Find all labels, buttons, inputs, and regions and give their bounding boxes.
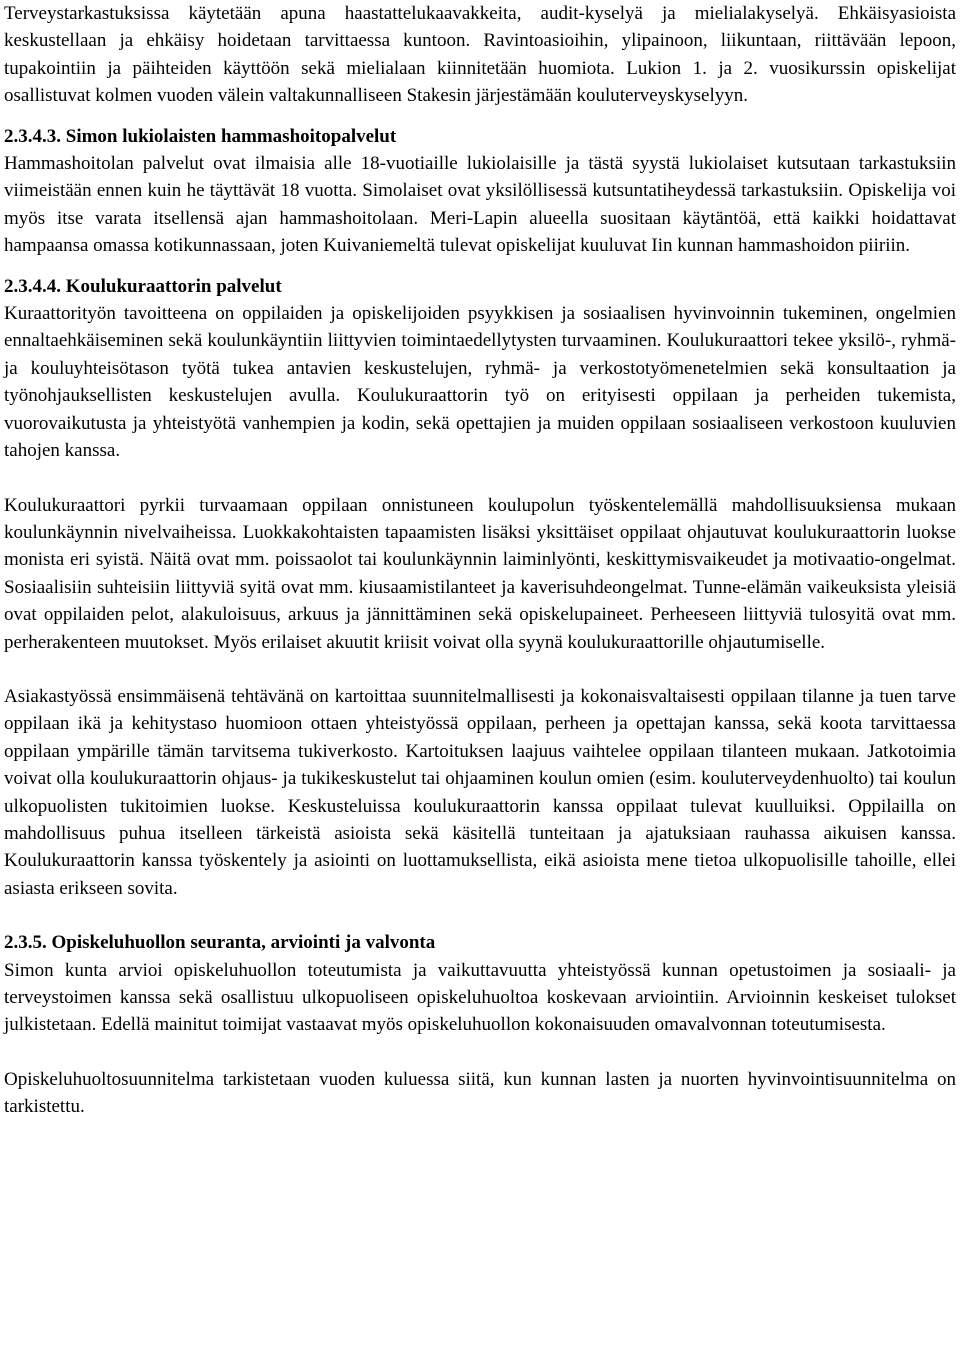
section-heading-monitoring: 2.3.5. Opiskeluhuollon seuranta, arviointi ja valvonta [4,932,436,954]
paragraph-client-work: Asiakastyössä ensimmäisenä tehtävänä on kartoittaa suunnitelmallisesti ja kokonaisvaltaisesti oppilaan tilanne ja tuen tarve oppilaan ikä ja kehitystaso huomioon ottaen yhteistyössä oppilaan, perheen ja opettajan kanssa, sekä koota tarvittaessa oppilaan ympärille tämän tarvitsema tukiverkosto. Kartoituksen laajuus vaihtelee oppilaan tilanteen mukaan. Jatkotoimia voivat olla koulukuraattorin ohjaus- ja tukikeskustelut tai ohjaaminen koulun omien (esim. kouluterveydenhuolto) tai koulun ulkopuolisten tukitoimien luokse. Keskusteluissa koulukuraattorin kanssa oppilaat tulevat kuulluiksi. Oppilailla on mahdollisuus puhua itselleen tärkeistä asioista sekä käsitellä tunteitaan ja ajatuksiaan rauhassa aikuisen kanssa. Koulukuraattorin kanssa työskentely ja asiointi on luottamuksellista, eikä asioista mene tietoa ulkopuolisille tahoille, ellei asiasta erikseen sovita. [4,685,956,899]
spacer [4,656,956,683]
spacer [4,902,956,929]
spacer [4,110,956,123]
spacer [4,260,956,273]
paragraph-plan-review: Opiskeluhuoltosuunnitelma tarkistetaan vuoden kuluessa siitä, kun kunnan lasten ja nuorten hyvinvointisuunnitelma on tarkistettu. [4,1068,956,1118]
paragraph-monitoring: Simon kunta arvioi opiskeluhuollon toteutumista ja vaikuttavuutta yhteistyössä kunnan opetustoimen ja sosiaali- ja terveystoimen kanssa sekä osallistuu ulkopuoliseen opiskeluhuoltoa koskevaan arviointiin. Arvioinnin keskeiset tulokset julkistetaan. Edellä mainitut toimijat vastaavat myös opiskeluhuollon kokonaisuuden omavalvonnan toteutumisesta. [4,959,956,1036]
paragraph-dental-services: Hammashoitolan palvelut ovat ilmaisia alle 18-vuotiaille lukiolaisille ja tästä syystä lukiolaiset kutsutaan tarkastuksiin viimeistään ennen kuin he täyttävät 18 vuotta. Simolaiset ovat yksilöllisessä kutsuntatiheydessä tarkastuksiin. Opiskelija voi myös itse varata itsellensä ajan hammashoitolaan. Meri-Lapin alueella suositaan käytäntöä, että kaikki hoidattavat hampaansa omassa kotikunnassaan, joten Kuivaniemeltä tulevat opiskelijat kuuluvat Iin kunnan hammashoidon piiriin. [4,153,956,257]
paragraph-curator-goals: Kuraattorityön tavoitteena on oppilaiden ja opiskelijoiden psyykkisen ja sosiaalisen hyvinvoinnin tukeminen, ongelmien ennaltaehkäiseminen sekä koulunkäyntiin liittyvien toimintaedellytysten turvaaminen. Koulukuraattori tekee yksilö-, ryhmä- ja kouluyhteisötason työtä tukea antavien keskustelujen, ryhmä- ja verkostotyömenetelmien sekä konsultaation ja työnohjauksellisten keskustelujen avulla. Koulukuraattorin työ on erityisesti oppilaan ja perheiden tukemista, vuorovaikutusta ja yhteistyötä vanhempien ja kodin, sekä opettajien ja muiden oppilaan sosiaaliseen verkostoon kuuluvien tahojen kanssa. [4,303,956,462]
paragraph-health-checkups: Terveystarkastuksissa käytetään apuna haastattelukaavakkeita, audit-kyselyä ja mielialakyselyä. Ehkäisyasioista keskustellaan ja ehkäisy hoidetaan tarvittaessa kuntoon. Ravintoasioihin, ylipainoon, liikuntaan, riittävään lepoon, tupakointiin ja päihteiden käyttöön sekä mielialaan kiinnitetään huomiota. Lukion 1. ja 2. vuosikurssin opiskelijat osallistuvat kolmen vuoden välein valtakunnalliseen Stakesin järjestämään kouluterveyskyselyyn. [4,3,956,107]
spacer [4,465,956,492]
paragraph-curator-reasons: Koulukuraattori pyrkii turvaamaan oppilaan onnistuneen koulupolun työskentelemällä mahdollisuuksiensa mukaan koulunkäynnin nivelvaiheissa. Luokkakohtaisten tapaamisten lisäksi yksittäiset oppilaat ohjautuvat koulukuraattorin luokse monista eri syistä. Näitä ovat mm. poissaolot tai koulunkäynnin laiminlyönti, keskittymisvaikeudet ja motivaatio-ongelmat. Sosiaalisiin suhteisiin liittyviä syitä ovat mm. kiusaamistilanteet ja kaverisuhdeongelmat. Tunne-elämän vaikeuksista yleisiä ovat oppilaiden pelot, alakuloisuus, arkuus ja jännittäminen sekä opiskelupaineet. Perheeseen liittyviä tulosyitä ovat mm. perherakenteen muutokset. Myös erilaiset akuutit kriisit voivat olla syynä koulukuraattorille ohjautumiselle. [4,494,956,653]
document-page [4,0,956,1121]
section-heading-dental-services: 2.3.4.3. Simon lukiolaisten hammashoitopalvelut [4,125,397,147]
spacer [4,1039,956,1066]
section-heading-school-curator: 2.3.4.4. Koulukuraattorin palvelut [4,275,282,297]
